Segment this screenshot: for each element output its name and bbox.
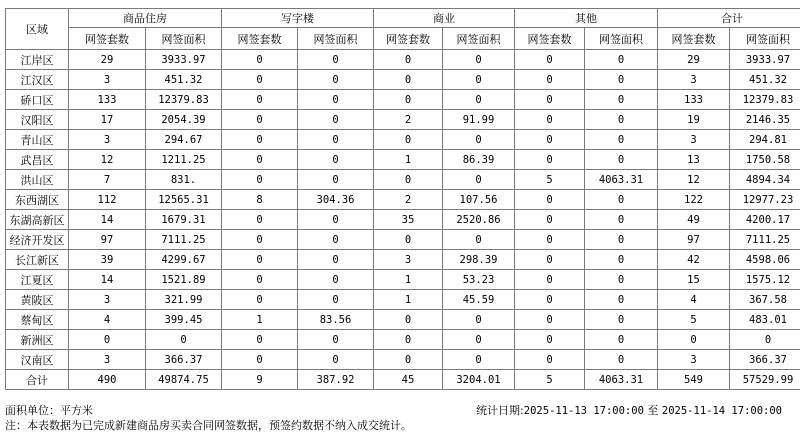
header-group-commercial: 商业 [374,9,515,28]
cell-count: 1 [222,310,298,330]
cell-count: 0 [515,210,585,230]
cell-count: 3 [69,70,146,90]
stat-date-to-word: 至 [647,404,659,417]
cell-area: 451.32 [730,70,800,90]
footer-note: 注：本表数据为已完成新建商品房买卖合同网签数据，预签约数据不纳入成交统计。 [5,419,412,432]
cell-count: 42 [658,250,730,270]
cell-count: 4 [658,290,730,310]
cell-area: 0 [298,330,374,350]
cell-area: 399.45 [146,310,222,330]
cell-count: 0 [515,110,585,130]
row-region: 东湖高新区 [6,210,69,230]
row-region: 汉阳区 [6,110,69,130]
cell-area: 366.37 [146,350,222,370]
row-region: 武昌区 [6,150,69,170]
cell-area: 1679.31 [146,210,222,230]
cell-area: 3204.01 [443,370,515,390]
cell-area: 57529.99 [730,370,800,390]
cell-count: 0 [222,130,298,150]
cell-area: 1521.89 [146,270,222,290]
cell-count: 0 [222,210,298,230]
cell-count: 19 [658,110,730,130]
header-area: 网签面积 [443,28,515,50]
row-region: 新洲区 [6,330,69,350]
cell-area: 91.99 [443,110,515,130]
cell-area: 2520.86 [443,210,515,230]
cell-count: 15 [658,270,730,290]
cell-area: 0 [585,330,658,350]
cell-area: 0 [585,310,658,330]
cell-area: 2054.39 [146,110,222,130]
cell-count: 0 [515,50,585,70]
cell-area: 0 [443,170,515,190]
header-group-total: 合计 [658,9,800,28]
area-unit-label: 面积单位：平方米 [5,404,93,417]
transaction-table [5,8,800,390]
cell-count: 49 [658,210,730,230]
cell-area: 0 [585,230,658,250]
cell-area: 0 [585,90,658,110]
cell-area: 3933.97 [730,50,800,70]
cell-count: 14 [69,270,146,290]
cell-area: 304.36 [298,190,374,210]
cell-area: 7111.25 [730,230,800,250]
cell-count: 1 [374,150,443,170]
table-row [6,290,800,310]
cell-area: 0 [298,150,374,170]
header-region: 区域 [6,9,69,50]
cell-count: 0 [222,330,298,350]
cell-area: 0 [585,110,658,130]
row-region: 青山区 [6,130,69,150]
cell-count: 122 [658,190,730,210]
cell-area: 0 [298,230,374,250]
header-area: 网签面积 [298,28,374,50]
cell-area: 0 [443,330,515,350]
stat-date-from: 2025-11-13 17:00:00 [523,405,644,417]
cell-count: 0 [374,130,443,150]
table-row [6,210,800,230]
cell-area: 12977.23 [730,190,800,210]
cell-count: 0 [515,70,585,90]
table-row [6,330,800,350]
cell-area: 367.58 [730,290,800,310]
cell-count: 3 [658,350,730,370]
cell-area: 2146.35 [730,110,800,130]
header-area: 网签面积 [146,28,222,50]
row-region: 蔡甸区 [6,310,69,330]
cell-count: 0 [515,150,585,170]
cell-count: 490 [69,370,146,390]
cell-count: 39 [69,250,146,270]
footer-unit-line [5,402,786,416]
cell-count: 549 [658,370,730,390]
cell-area: 0 [585,210,658,230]
cell-area: 0 [585,70,658,90]
cell-area: 7111.25 [146,230,222,250]
row-region: 洪山区 [6,170,69,190]
cell-count: 0 [515,130,585,150]
cell-count: 0 [515,330,585,350]
stat-date-label: 统计日期: [476,404,524,417]
cell-count: 0 [222,90,298,110]
cell-count: 97 [69,230,146,250]
row-region: 合计 [6,370,69,390]
cell-area: 0 [730,330,800,350]
cell-area: 12379.83 [730,90,800,110]
cell-count: 112 [69,190,146,210]
table-row [6,150,800,170]
table-row [6,110,800,130]
cell-area: 0 [298,270,374,290]
cell-count: 4 [69,310,146,330]
cell-area: 86.39 [443,150,515,170]
row-region: 经济开发区 [6,230,69,250]
cell-area: 366.37 [730,350,800,370]
header-group-other: 其他 [515,9,658,28]
table-row [6,350,800,370]
cell-count: 29 [69,50,146,70]
cell-count: 0 [222,270,298,290]
cell-area: 83.56 [298,310,374,330]
cell-count: 5 [515,170,585,190]
cell-count: 2 [374,110,443,130]
cell-count: 0 [222,110,298,130]
cell-area: 0 [585,270,658,290]
cell-area: 4894.34 [730,170,800,190]
cell-count: 0 [222,230,298,250]
cell-count: 14 [69,210,146,230]
cell-count: 133 [658,90,730,110]
cell-count: 0 [515,290,585,310]
cell-count: 0 [374,170,443,190]
row-region: 江夏区 [6,270,69,290]
cell-count: 0 [222,150,298,170]
header-count: 网签套数 [658,28,730,50]
cell-area: 0 [443,90,515,110]
cell-count: 133 [69,90,146,110]
cell-area: 3933.97 [146,50,222,70]
cell-count: 0 [515,250,585,270]
cell-area: 4200.17 [730,210,800,230]
cell-count: 13 [658,150,730,170]
cell-area: 0 [146,330,222,350]
cell-count: 29 [658,50,730,70]
cell-area: 451.32 [146,70,222,90]
cell-area: 53.23 [443,270,515,290]
cell-count: 0 [222,350,298,370]
table-body [6,50,800,390]
cell-area: 0 [585,290,658,310]
cell-count: 0 [658,330,730,350]
cell-count: 0 [69,330,146,350]
cell-area: 0 [585,350,658,370]
cell-count: 3 [69,350,146,370]
row-region: 汉南区 [6,350,69,370]
cell-area: 0 [298,350,374,370]
cell-count: 12 [658,170,730,190]
cell-area: 107.56 [443,190,515,210]
cell-count: 0 [515,190,585,210]
cell-count: 3 [658,130,730,150]
cell-area: 0 [585,150,658,170]
cell-area: 4598.06 [730,250,800,270]
row-region: 东西湖区 [6,190,69,210]
stat-date-to: 2025-11-14 17:00:00 [661,405,782,417]
table-row [6,130,800,150]
cell-area: 294.67 [146,130,222,150]
cell-area: 0 [443,310,515,330]
cell-area: 1575.12 [730,270,800,290]
cell-count: 0 [222,290,298,310]
cell-area: 45.59 [443,290,515,310]
cell-area: 0 [443,50,515,70]
cell-area: 0 [298,210,374,230]
header-area: 网签面积 [730,28,800,50]
header-count: 网签套数 [222,28,298,50]
stat-date [476,402,782,418]
row-region: 江汉区 [6,70,69,90]
header-group-office: 写字楼 [222,9,374,28]
table-row [6,270,800,290]
cell-count: 3 [69,290,146,310]
cell-count: 12 [69,150,146,170]
table-row [6,370,800,390]
table-row [6,230,800,250]
cell-count: 0 [222,250,298,270]
header-group-residential: 商品住房 [69,9,222,28]
cell-count: 0 [222,50,298,70]
cell-count: 0 [374,230,443,250]
cell-area: 4299.67 [146,250,222,270]
row-region: 江岸区 [6,50,69,70]
cell-area: 1211.25 [146,150,222,170]
cell-area: 1750.58 [730,150,800,170]
cell-count: 0 [515,350,585,370]
header-count: 网签套数 [515,28,585,50]
cell-area: 0 [585,50,658,70]
cell-count: 0 [515,310,585,330]
row-region: 长江新区 [6,250,69,270]
cell-count: 45 [374,370,443,390]
table-row [6,310,800,330]
cell-area: 0 [443,350,515,370]
cell-count: 0 [374,90,443,110]
cell-area: 298.39 [443,250,515,270]
cell-count: 3 [658,70,730,90]
cell-area: 0 [298,50,374,70]
cell-area: 831. [146,170,222,190]
cell-count: 9 [222,370,298,390]
cell-area: 294.81 [730,130,800,150]
row-region: 黄陂区 [6,290,69,310]
table-row [6,250,800,270]
cell-area: 483.01 [730,310,800,330]
table-row [6,50,800,70]
cell-count: 5 [658,310,730,330]
cell-area: 4063.31 [585,370,658,390]
cell-count: 3 [69,130,146,150]
cell-count: 0 [374,70,443,90]
cell-area: 0 [298,250,374,270]
cell-count: 0 [374,330,443,350]
table-row [6,190,800,210]
cell-count: 0 [222,70,298,90]
cell-area: 0 [443,130,515,150]
table-row [6,70,800,90]
cell-area: 0 [443,70,515,90]
cell-count: 0 [374,310,443,330]
cell-area: 0 [298,110,374,130]
cell-count: 35 [374,210,443,230]
cell-count: 8 [222,190,298,210]
cell-count: 2 [374,190,443,210]
cell-area: 0 [443,230,515,250]
cell-count: 0 [374,50,443,70]
cell-count: 1 [374,290,443,310]
cell-count: 0 [374,350,443,370]
table-row [6,170,800,190]
cell-count: 0 [515,230,585,250]
cell-area: 0 [298,90,374,110]
header-count: 网签套数 [69,28,146,50]
cell-area: 49874.75 [146,370,222,390]
cell-count: 1 [374,270,443,290]
cell-area: 0 [298,290,374,310]
header-count: 网签套数 [374,28,443,50]
cell-area: 321.99 [146,290,222,310]
header-area: 网签面积 [585,28,658,50]
cell-area: 12379.83 [146,90,222,110]
table-row [6,90,800,110]
cell-area: 0 [585,250,658,270]
cell-area: 0 [298,70,374,90]
cell-count: 7 [69,170,146,190]
cell-count: 97 [658,230,730,250]
row-region: 硚口区 [6,90,69,110]
cell-count: 0 [222,170,298,190]
cell-area: 4063.31 [585,170,658,190]
cell-area: 0 [298,170,374,190]
cell-area: 0 [585,190,658,210]
cell-area: 387.92 [298,370,374,390]
cell-area: 12565.31 [146,190,222,210]
cell-count: 5 [515,370,585,390]
cell-count: 17 [69,110,146,130]
cell-count: 0 [515,270,585,290]
cell-count: 0 [515,90,585,110]
cell-area: 0 [585,130,658,150]
cell-count: 3 [374,250,443,270]
cell-area: 0 [298,130,374,150]
